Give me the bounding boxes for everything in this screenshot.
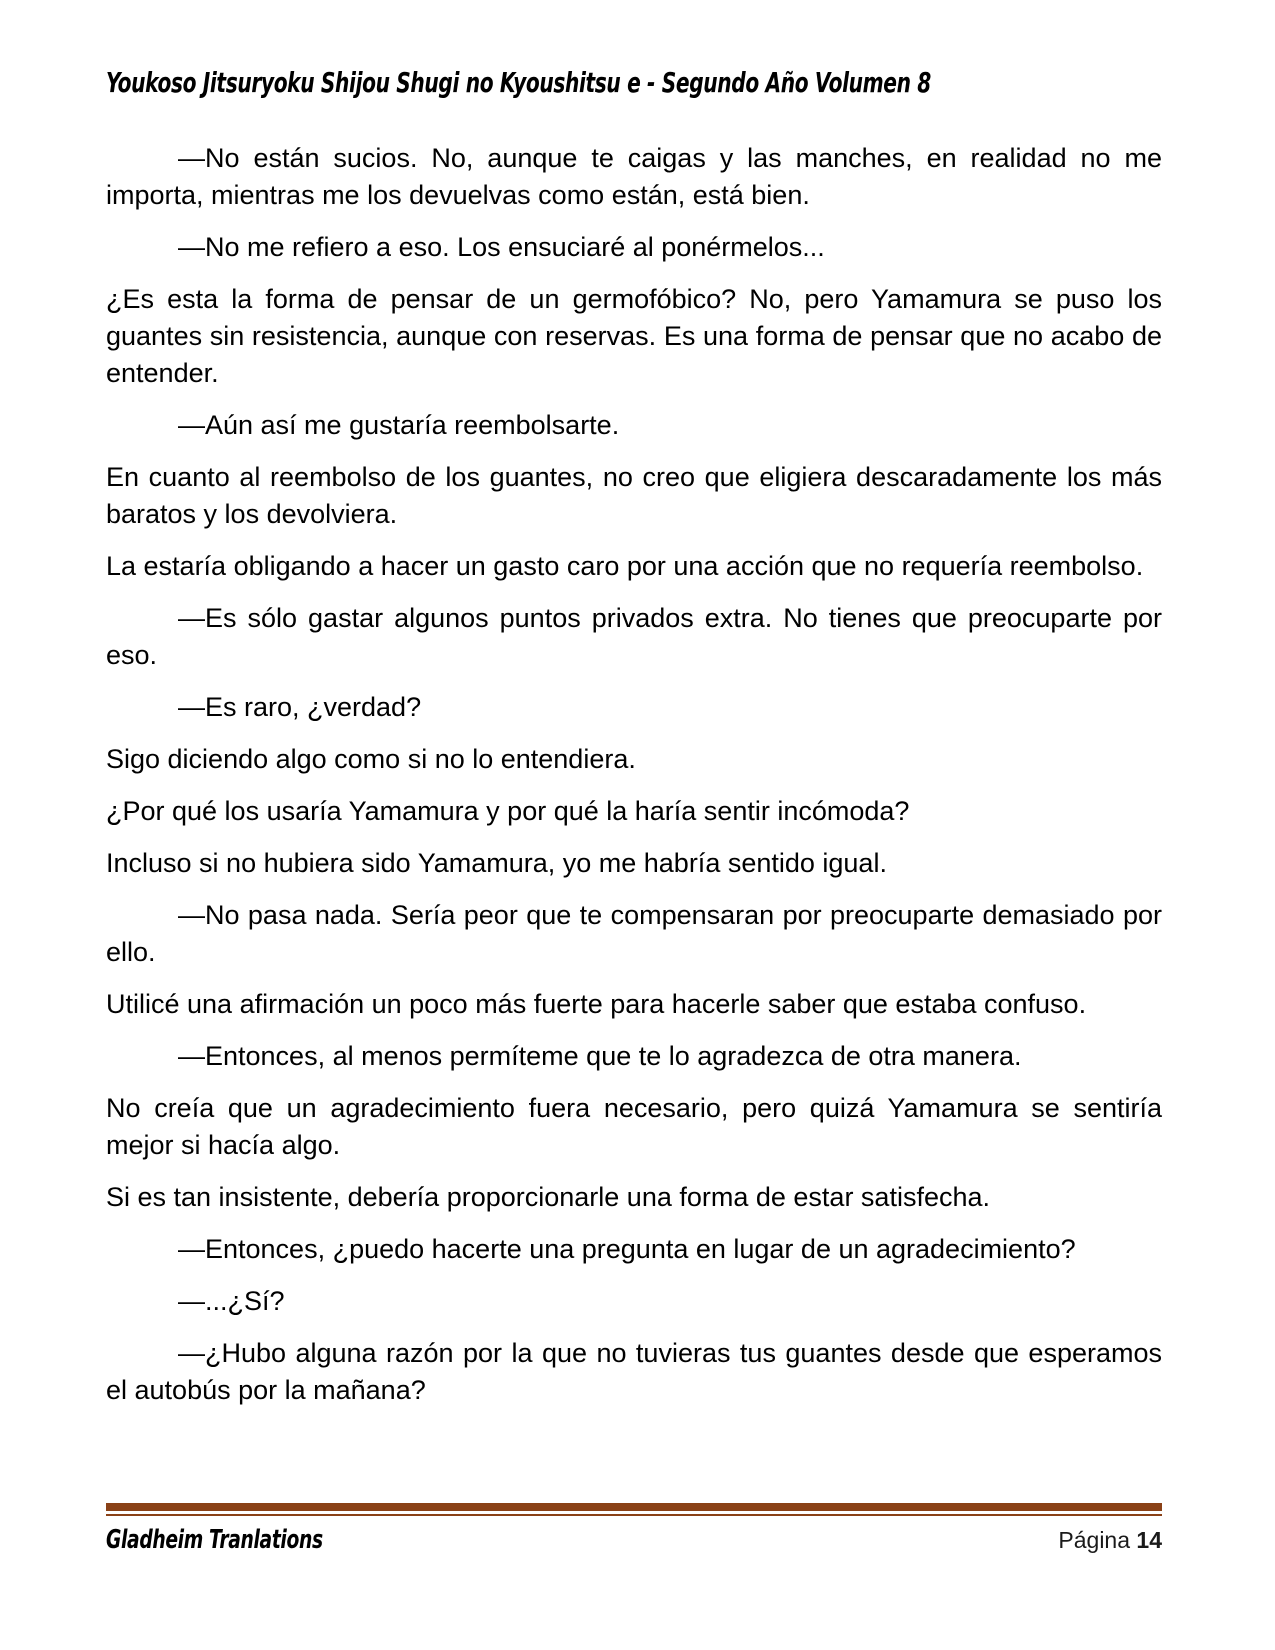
page-number-label: Página — [1058, 1527, 1131, 1553]
paragraph: —Aún así me gustaría reembolsarte. — [178, 410, 620, 440]
page-number-value: 14 — [1136, 1527, 1162, 1553]
page-footer — [106, 1503, 1162, 1555]
page-header — [106, 66, 1162, 99]
footer-brand — [106, 1525, 407, 1555]
document-body — [106, 140, 1162, 1424]
page-number — [1058, 1527, 1162, 1554]
paragraph: ¿Es esta la forma de pensar de un germofóbico? No, pero Yamamura se puso los guantes sin resistencia, aunque con reservas. Es una forma de pensar que no acabo de entender. — [106, 284, 1162, 388]
paragraph: Sigo diciendo algo como si no lo entendiera. — [106, 744, 636, 774]
paragraph: Si es tan insistente, debería proporcionarle una forma de estar satisfecha. — [106, 1182, 990, 1212]
paragraph: —Es raro, ¿verdad? — [178, 692, 422, 722]
paragraph: —...¿Sí? — [178, 1286, 285, 1316]
paragraph: —Entonces, ¿puedo hacerte una pregunta en lugar de un agradecimiento? — [178, 1234, 1076, 1264]
paragraph: Incluso si no hubiera sido Yamamura, yo me habría sentido igual. — [106, 848, 887, 878]
paragraph: Utilicé una afirmación un poco más fuerte para hacerle saber que estaba confuso. — [106, 989, 1087, 1019]
paragraph: La estaría obligando a hacer un gasto caro por una acción que no requería reembolso. — [106, 551, 1144, 581]
paragraph: —No me refiero a eso. Los ensuciaré al ponérmelos... — [178, 232, 825, 262]
paragraph: —¿Hubo alguna razón por la que no tuvieras tus guantes desde que esperamos el autobús por la mañana? — [106, 1338, 1162, 1405]
header-title: Youkoso Jitsuryoku Shijou Shugi no Kyoushitsu e - Segundo Año Volumen 8 — [106, 66, 931, 99]
footer-brand-label: Gladheim Tranlations — [106, 1525, 323, 1555]
paragraph: En cuanto al reembolso de los guantes, no creo que eligiera descaradamente los más baratos y los devolviera. — [106, 462, 1162, 529]
paragraph: No creía que un agradecimiento fuera necesario, pero quizá Yamamura se sentiría mejor si hacía algo. — [106, 1093, 1162, 1160]
footer-rule — [106, 1503, 1162, 1516]
paragraph: —Es sólo gastar algunos puntos privados extra. No tienes que preocuparte por eso. — [106, 603, 1162, 670]
paragraph: ¿Por qué los usaría Yamamura y por qué la haría sentir incómoda? — [106, 796, 910, 826]
paragraph: —Entonces, al menos permíteme que te lo agradezca de otra manera. — [178, 1041, 1022, 1071]
paragraph: —No pasa nada. Sería peor que te compensaran por preocuparte demasiado por ello. — [106, 900, 1162, 967]
paragraph: —No están sucios. No, aunque te caigas y las manches, en realidad no me importa, mientras me los devuelvas como están, está bien. — [106, 143, 1162, 210]
footer-row — [106, 1525, 1162, 1555]
